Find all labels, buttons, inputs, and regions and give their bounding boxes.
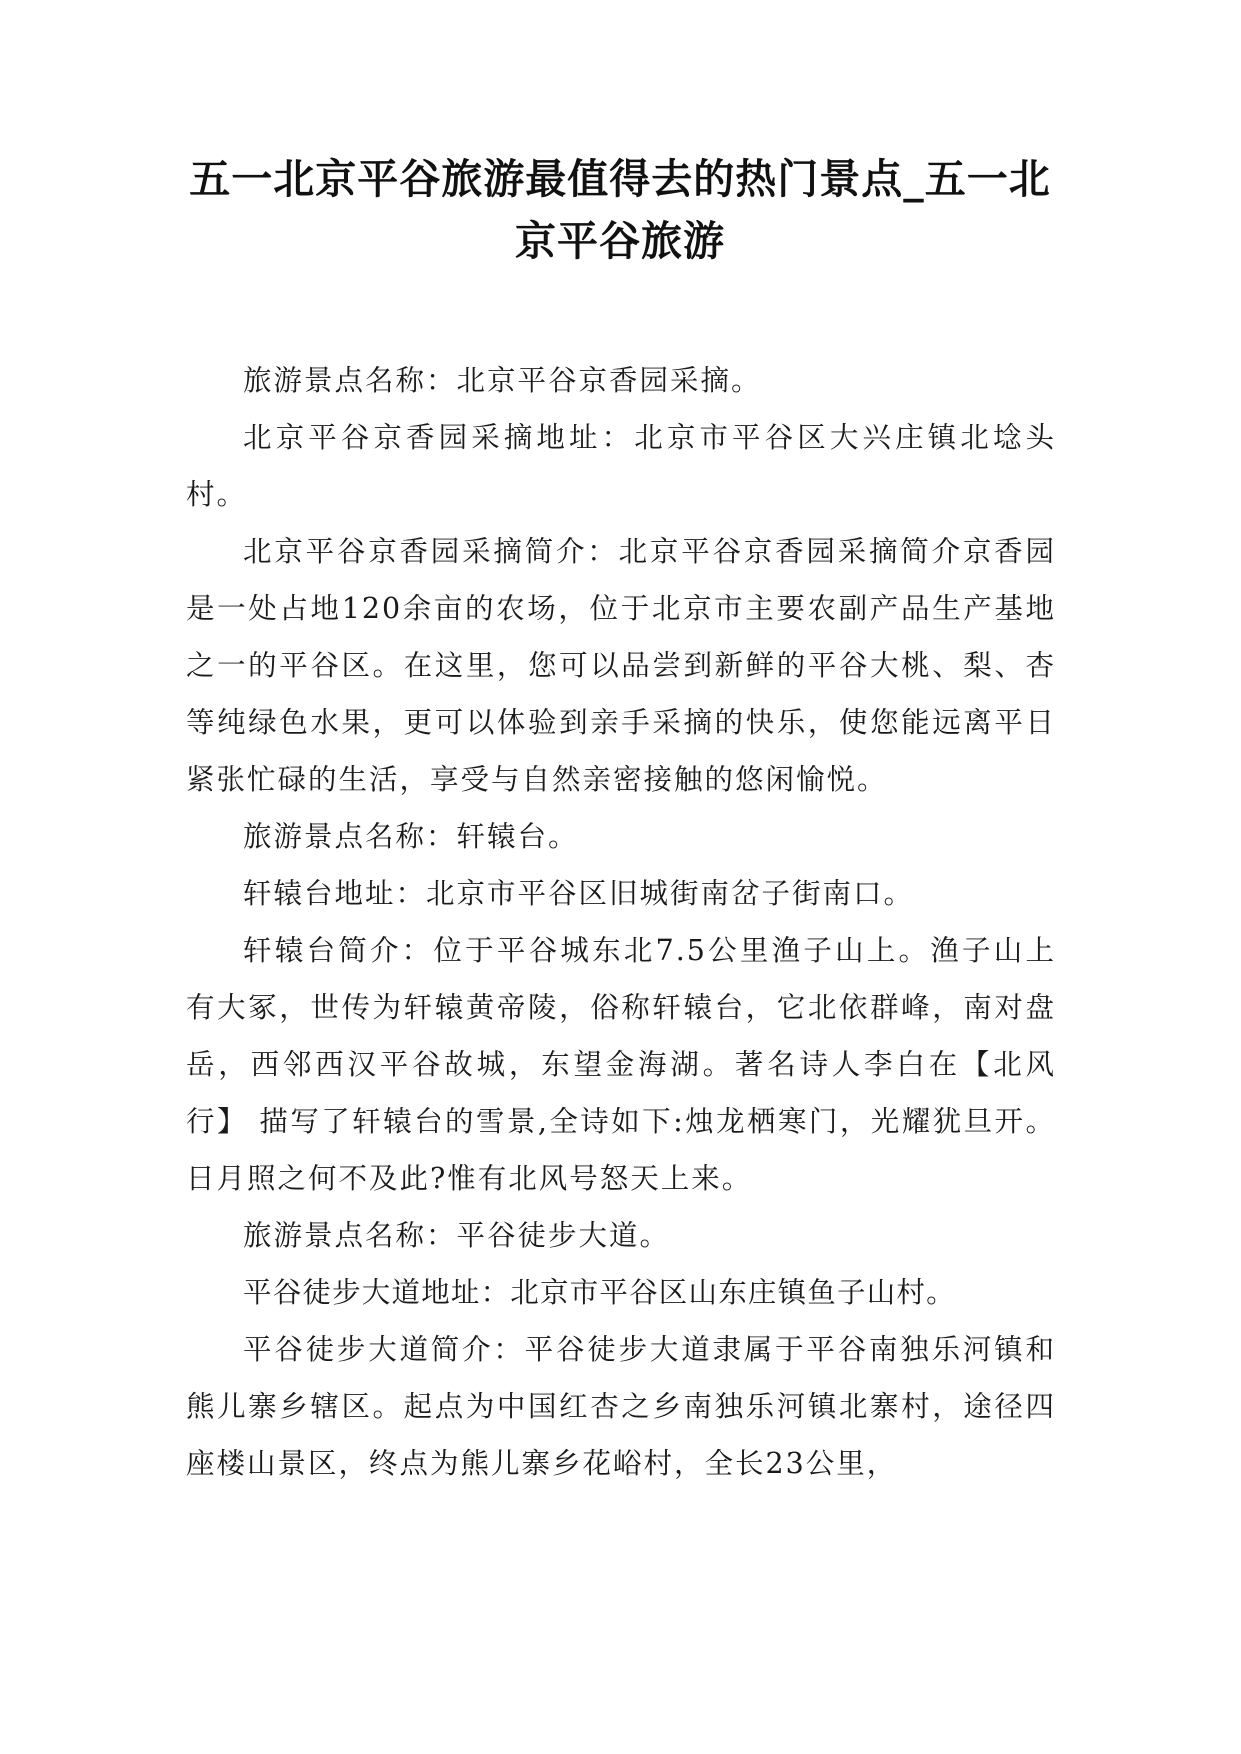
paragraph-spot-name-3: 旅游景点名称：平谷徒步大道。: [243, 1219, 671, 1252]
document-title: 五一北京平谷旅游最值得去的热门景点_五一北京平谷旅游: [189, 155, 1051, 265]
paragraph-spot-name-2: 旅游景点名称：轩辕台。: [243, 820, 579, 853]
paragraph-address-2: 轩辕台地址：北京市平谷区旧城街南岔子街南口。: [243, 877, 915, 910]
paragraph-address-1: 北京平谷京香园采摘地址：北京市平谷区大兴庄镇北埝头村。: [186, 421, 1056, 511]
paragraph-intro-1: 北京平谷京香园采摘简介：北京平谷京香园采摘简介京香园是一处占地120余亩的农场，位于北京市主要农副产品生产基地之一的平谷区。在这里，您可以品尝到新鲜的平谷大桃、梨、杏等纯绿色水果，更可以体验到亲手采摘的快乐，使您能远离平日紧张忙碌的生活，享受与自然亲密接触的悠闲愉悦。: [186, 535, 1056, 796]
paragraph-intro-3: 平谷徒步大道简介：平谷徒步大道隶属于平谷南独乐河镇和熊儿寨乡辖区。起点为中国红杏之乡南独乐河镇北寨村，途径四座楼山景区，终点为熊儿寨乡花峪村，全长23公里，: [186, 1333, 1056, 1480]
paragraph-intro-2: 轩辕台简介：位于平谷城东北7.5公里渔子山上。渔子山上有大冢，世传为轩辕黄帝陵，俗称轩辕台，它北依群峰，南对盘岳，西邻西汉平谷故城，东望金海湖。著名诗人李白在【北风行】 描写了轩辕台的雪景,全诗如下:烛龙栖寒门，光耀犹旦开。日月照之何不及此?惟有北风号怒天上来。: [186, 934, 1056, 1195]
paragraph-spot-name-1: 旅游景点名称：北京平谷京香园采摘。: [243, 364, 762, 397]
document-body: [186, 352, 1056, 1492]
paragraph-address-3: 平谷徒步大道地址：北京市平谷区山东庄镇鱼子山村。: [243, 1276, 956, 1309]
